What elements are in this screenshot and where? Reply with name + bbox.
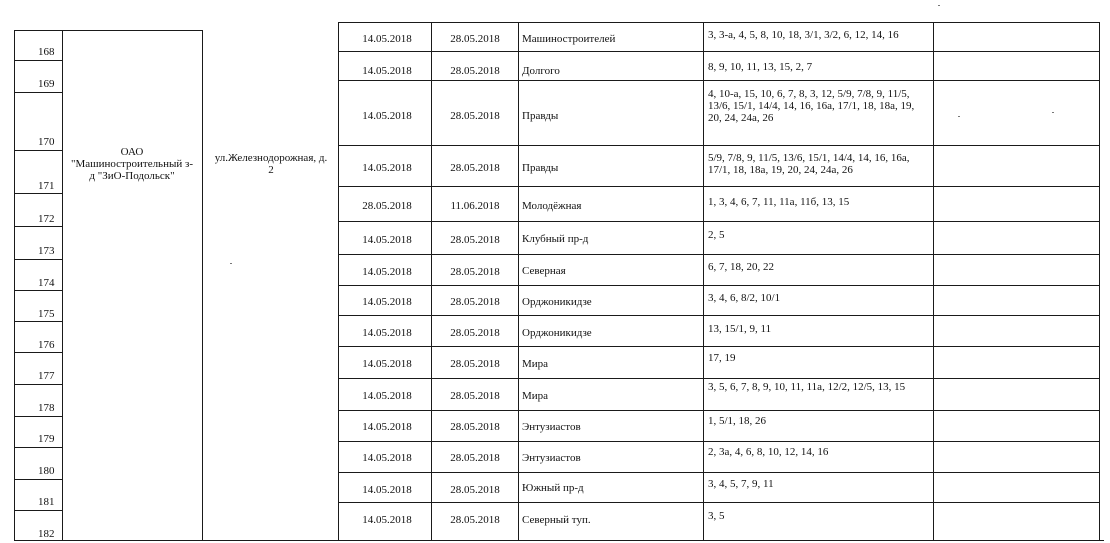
house-numbers: 3, 3-а, 4, 5, 8, 10, 18, 3/1, 3/2, 6, 12, 14, 16 xyxy=(708,29,899,41)
row-line xyxy=(338,285,1100,286)
num-row-line xyxy=(14,479,62,480)
start-date: 14.05.2018 xyxy=(362,110,412,122)
house-numbers: 1, 3, 4, 6, 7, 11, 11а, 11б, 13, 15 xyxy=(708,196,850,208)
house-numbers: 3, 4, 6, 8/2, 10/1 xyxy=(708,292,781,304)
scan-speck xyxy=(230,263,232,264)
street-name: Южный пр-д xyxy=(522,482,584,494)
table-bottom-border xyxy=(14,540,1104,541)
row-number: 171 xyxy=(38,180,55,192)
address-line-2: 2 xyxy=(268,164,274,176)
col-line-left xyxy=(14,30,15,541)
start-date: 14.05.2018 xyxy=(362,327,412,339)
row-number: 172 xyxy=(38,213,55,225)
num-row-line xyxy=(14,226,62,227)
house-numbers: 3, 4, 5, 7, 9, 11 xyxy=(708,478,774,490)
house-numbers: 3, 5, 6, 7, 8, 9, 10, 11, 11а, 12/2, 12/5, 13, 15 xyxy=(708,381,906,393)
organization-line-3: д "ЗиО-Подольск" xyxy=(89,170,175,182)
house-numbers: 17, 19 xyxy=(708,352,736,364)
row-number: 177 xyxy=(38,370,55,382)
end-date: 28.05.2018 xyxy=(450,65,500,77)
row-line xyxy=(338,51,1100,52)
num-row-line xyxy=(14,290,62,291)
house-numbers: 3, 5 xyxy=(708,510,725,522)
scan-speck xyxy=(938,5,940,6)
num-row-line xyxy=(14,60,62,61)
house-numbers: 4, 10-а, 15, 10, 6, 7, 8, 3, 12, 5/9, 7/8, 9, 11/5, 13/6, 15/1, 14/4, 14, 16, 16а, 17/1, 18, 18а, 19, 20, 24, 24а, 26 xyxy=(708,88,915,124)
end-date: 28.05.2018 xyxy=(450,162,500,174)
table-top-border-right xyxy=(338,22,1100,23)
row-number: 176 xyxy=(38,339,55,351)
street-name: Орджоникидзе xyxy=(522,296,592,308)
end-date: 28.05.2018 xyxy=(450,358,500,370)
end-date: 28.05.2018 xyxy=(450,514,500,526)
house-numbers: 13, 15/1, 9, 11 xyxy=(708,323,772,335)
street-name: Северный туп. xyxy=(522,514,591,526)
start-date: 14.05.2018 xyxy=(362,234,412,246)
start-date: 14.05.2018 xyxy=(362,266,412,278)
scan-speck xyxy=(958,116,960,117)
start-date: 14.05.2018 xyxy=(362,452,412,464)
end-date: 28.05.2018 xyxy=(450,33,500,45)
col-line-addr xyxy=(338,22,339,541)
col-line-num xyxy=(62,30,63,541)
num-row-line xyxy=(14,259,62,260)
row-line xyxy=(338,410,1100,411)
organization-line-1: ОАО xyxy=(120,146,144,158)
organization-cell xyxy=(62,146,202,182)
street-name: Долгого xyxy=(522,65,560,77)
row-line xyxy=(338,346,1100,347)
street-name: Мира xyxy=(522,390,549,402)
end-date: 28.05.2018 xyxy=(450,421,500,433)
end-date: 28.05.2018 xyxy=(450,327,500,339)
num-row-line xyxy=(14,92,62,93)
row-number: 180 xyxy=(38,465,55,477)
row-number: 175 xyxy=(38,308,55,320)
street-name: Энтузиастов xyxy=(522,452,581,464)
table-top-border-left xyxy=(14,30,202,31)
row-line xyxy=(338,254,1100,255)
start-date: 14.05.2018 xyxy=(362,296,412,308)
col-line-street xyxy=(703,22,704,541)
end-date: 11.06.2018 xyxy=(450,200,500,212)
street-name: Орджоникидзе xyxy=(522,327,592,339)
scan-speck xyxy=(1052,112,1054,113)
address-line-1: ул.Железнодорожная, д. xyxy=(214,152,328,164)
street-name: Машиностроителей xyxy=(522,33,616,45)
street-name: Правды xyxy=(522,162,559,174)
start-date: 14.05.2018 xyxy=(362,358,412,370)
row-number: 179 xyxy=(38,433,55,445)
row-line xyxy=(338,186,1100,187)
col-line-right xyxy=(1099,22,1100,541)
house-numbers: 5/9, 7/8, 9, 11/5, 13/6, 15/1, 14/4, 14, 16, 16а, 17/1, 18, 18а, 19, 20, 24, 24а, 26 xyxy=(708,152,910,176)
organization-line-2: "Машиностроительный з- xyxy=(71,158,193,170)
num-row-line xyxy=(14,384,62,385)
row-number: 168 xyxy=(38,46,55,58)
row-number: 174 xyxy=(38,277,55,289)
row-number: 181 xyxy=(38,496,55,508)
row-number: 178 xyxy=(38,402,55,414)
street-name: Северная xyxy=(522,265,566,277)
start-date: 14.05.2018 xyxy=(362,484,412,496)
row-number: 169 xyxy=(38,78,55,90)
row-number: 182 xyxy=(38,528,55,540)
street-name: Энтузиастов xyxy=(522,421,581,433)
start-date: 14.05.2018 xyxy=(362,390,412,402)
street-name: Мира xyxy=(522,358,549,370)
end-date: 28.05.2018 xyxy=(450,296,500,308)
house-numbers: 2, 3а, 4, 6, 8, 10, 12, 14, 16 xyxy=(708,446,829,458)
start-date: 14.05.2018 xyxy=(362,33,412,45)
address-cell xyxy=(203,152,339,176)
row-line xyxy=(338,502,1100,503)
end-date: 28.05.2018 xyxy=(450,266,500,278)
start-date: 14.05.2018 xyxy=(362,65,412,77)
start-date: 28.05.2018 xyxy=(362,200,412,212)
end-date: 28.05.2018 xyxy=(450,110,500,122)
start-date: 14.05.2018 xyxy=(362,514,412,526)
house-numbers: 2, 5 xyxy=(708,229,725,241)
row-number: 173 xyxy=(38,245,55,257)
street-name: Правды xyxy=(522,110,559,122)
start-date: 14.05.2018 xyxy=(362,421,412,433)
end-date: 28.05.2018 xyxy=(450,390,500,402)
row-line xyxy=(338,441,1100,442)
num-row-line xyxy=(14,150,62,151)
house-numbers: 6, 7, 18, 20, 22 xyxy=(708,261,774,273)
row-line xyxy=(338,80,1100,81)
num-row-line xyxy=(14,416,62,417)
row-number: 170 xyxy=(38,136,55,148)
row-line xyxy=(338,315,1100,316)
row-line xyxy=(338,145,1100,146)
num-row-line xyxy=(14,510,62,511)
row-line xyxy=(338,378,1100,379)
start-date: 14.05.2018 xyxy=(362,162,412,174)
street-name: Молодёжная xyxy=(522,200,582,212)
end-date: 28.05.2018 xyxy=(450,484,500,496)
num-row-line xyxy=(14,321,62,322)
num-row-line xyxy=(14,193,62,194)
col-line-houses xyxy=(933,22,934,541)
row-line xyxy=(338,221,1100,222)
col-line-org xyxy=(202,30,203,541)
end-date: 28.05.2018 xyxy=(450,452,500,464)
house-numbers: 1, 5/1, 18, 26 xyxy=(708,415,767,427)
house-numbers: 8, 9, 10, 11, 13, 15, 2, 7 xyxy=(708,61,813,73)
row-line xyxy=(338,472,1100,473)
num-row-line xyxy=(14,352,62,353)
end-date: 28.05.2018 xyxy=(450,234,500,246)
num-row-line xyxy=(14,447,62,448)
street-name: Клубный пр-д xyxy=(522,233,589,245)
